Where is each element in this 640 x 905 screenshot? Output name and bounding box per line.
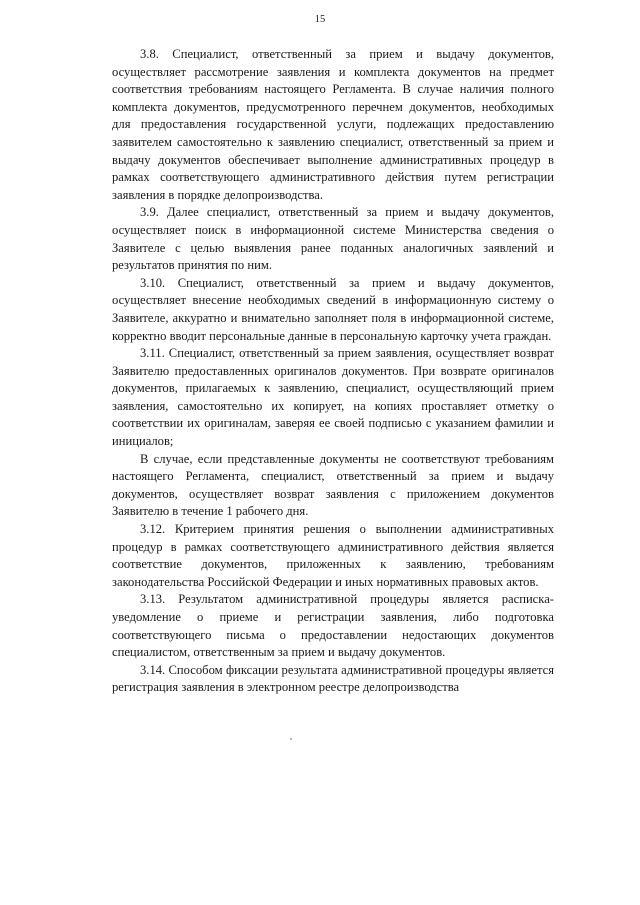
- page-number: 15: [314, 14, 326, 25]
- paragraph-3-9: 3.9. Далее специалист, ответственный за прием и выдачу документов, осуществляет поиск в информационной системе Министерства сведения о Заявителе с целью выявления ранее поданных аналогичных заявлений и результатов принятия по ним.: [112, 205, 554, 273]
- paragraph-3-12: 3.12. Критерием принятия решения о выполнении административных процедур в рамках соответствующего административного действия является соответствие документов, приложенных к заявлению, требованиям законодательства Российской Федерации и иных нормативных правовых актов.: [112, 522, 554, 589]
- paragraph-3-8: 3.8. Специалист, ответственный за прием и выдачу документов, осуществляет рассмотрение заявления и комплекта документов на предмет соответствия требованиям настоящего Регламента. В случае наличия полного комплекта документов, предусмотренного перечнем документов, необходимых для предоставления государственной услуги, подлежащих предоставлению заявителем самостоятельно к заявлению специалист, ответственный за прием и выдачу документов обеспечивает выполнение административных процедур в рамках соответствующего административного действия путем регистрации заявления в порядке делопроизводства.: [112, 47, 554, 202]
- paragraph-3-14: 3.14. Способом фиксации результата административной процедуры является регистрация заявления в электронном реестре делопроизводства: [112, 662, 554, 695]
- paragraph-return-case: В случае, если представленные документы не соответствуют требованиям настоящего Регламента, специалист, ответственный за прием и выдачу документов, осуществляет возврат заявления с приложением документов Заявителю в течение 1 рабочего дня.: [112, 451, 554, 519]
- document-body: [112, 46, 554, 697]
- paragraph-3-10: 3.10. Специалист, ответственный за прием и выдачу документов, осуществляет внесение необходимых сведений в информационную систему о Заявителе, аккуратно и внимательно заполняет поля в информационной системе, корректно вводит персональные данные в персональную карточку учета граждан.: [112, 275, 554, 343]
- scan-speck: [290, 738, 292, 740]
- paragraph-3-11: 3.11. Специалист, ответственный за прием заявления, осуществляет возврат Заявителю предоставленных оригиналов документов. При возврате оригиналов документов, прилагаемых к заявлению, специалист, осуществляющий прием заявления, самостоятельно их копирует, на копиях проставляет отметку о соответствии их оригиналам, заверяя ее своей подписью с указанием фамилии и инициалов;: [112, 346, 554, 449]
- paragraph-3-13: 3.13. Результатом административной процедуры является расписка-уведомление о приеме и регистрации заявления, либо подготовка соответствующего письма о предоставлении недостающих документов специалистом, ответственным за прием и выдачу документов.: [112, 592, 554, 660]
